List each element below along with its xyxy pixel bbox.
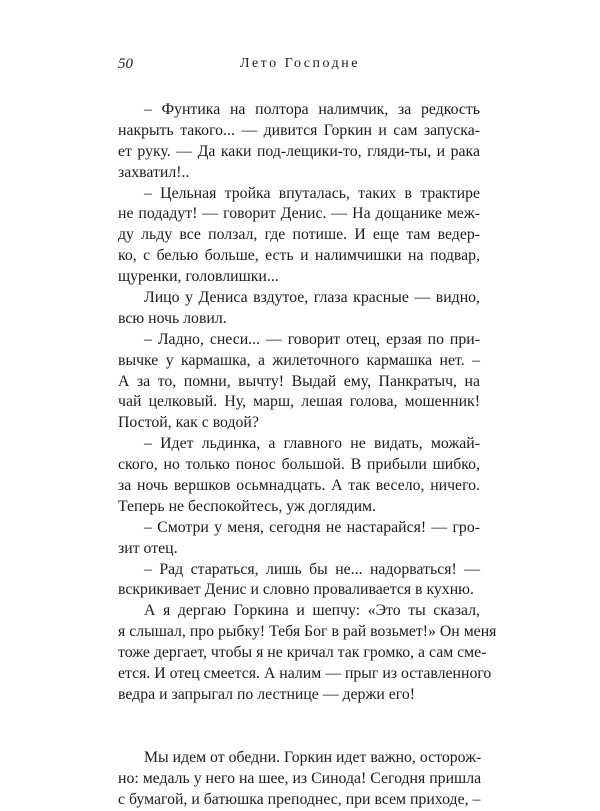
- text-line: – Идет льдинка, а главного не видать, можай-: [144, 435, 480, 453]
- text-section-1: [118, 100, 497, 706]
- text-line: за ночь вершков осьмнадцать. А так весело, ничего.: [118, 477, 480, 495]
- text-line: с бумагой, и батюшка преподнес, при всем приходе, –: [118, 790, 481, 808]
- text-line: А за то, помни, вычту! Выдай ему, Панкратыч, на: [118, 372, 480, 390]
- text-line: ется. И отец смеется. А налим — прыг из оставленного: [118, 665, 492, 683]
- section-break: [118, 706, 480, 748]
- text-line: вскрикивает Денис и словно проваливается в кухню.: [118, 581, 474, 599]
- text-line: вычке у кармашка, а жилеточного кармашка нет. –: [118, 351, 480, 369]
- text-line: – Рад стараться, лишь бы не... надорваться! —: [144, 560, 480, 578]
- text-line: – Смотри у меня, сегодня не настарайся! — гро-: [144, 518, 480, 536]
- text-line: Лицо у Дениса вздутое, глаза красные — видно,: [144, 289, 480, 307]
- text-line: ского, но только понос большой. В прибыли шибко,: [118, 456, 480, 474]
- text-line: не подадут! — говорит Денис. — На дощанике меж-: [118, 205, 480, 223]
- text-line: зит отец.: [118, 539, 178, 557]
- text-line: Постой, как с водой?: [118, 414, 259, 432]
- text-line: Мы идем от обедни. Горкин идет важно, осторож-: [144, 748, 482, 766]
- text-line: – Цельная тройка впуталась, таких в трактире: [144, 184, 480, 202]
- text-line: ду льду все ползал, где потише. И еще там ведер-: [118, 226, 480, 244]
- text-line: ведра и запрыгал по лестнице — держи его!: [118, 685, 416, 703]
- text-line: захватил!..: [118, 163, 190, 181]
- page-number: 50: [118, 56, 133, 72]
- text-line: но: медаль у него на шее, из Синода! Сегодня пришла: [118, 769, 482, 787]
- text-section-2: [118, 748, 480, 811]
- running-title: Лето Господне: [240, 56, 360, 71]
- page-header: [0, 56, 600, 76]
- text-line: ко, с белью больше, есть и налимчишки на подвар,: [118, 247, 480, 265]
- text-line: я слышал, про рыбку! Тебя Бог в рай возьмет!» Он меня: [118, 623, 497, 641]
- text-line: Теперь не беспокойтесь, уж доглядим.: [118, 497, 376, 515]
- text-line: накрыть такого... — дивится Горкин и сам запуска-: [118, 121, 480, 139]
- text-line: А я дергаю Горкина и шепчу: «Это ты сказал,: [144, 602, 480, 620]
- text-line: – Фунтика на полтора налимчик, за редкость: [144, 101, 480, 118]
- text-line: всю ночь ловил.: [118, 309, 227, 327]
- text-line: – Ладно, снеси... — говорит отец, ерзая по при-: [144, 330, 480, 348]
- text-line: щуренки, головлишки...: [118, 268, 279, 286]
- text-line: ет руку. — Да каки под-лещики-то, гляди-ты, и рака: [118, 142, 480, 160]
- body-text: [118, 100, 497, 811]
- text-line: тоже дергает, чтобы я не кричал так громко, а сам сме-: [118, 644, 487, 662]
- text-line: чай целковый. Ну, марш, лешая голова, мошенник!: [118, 393, 480, 411]
